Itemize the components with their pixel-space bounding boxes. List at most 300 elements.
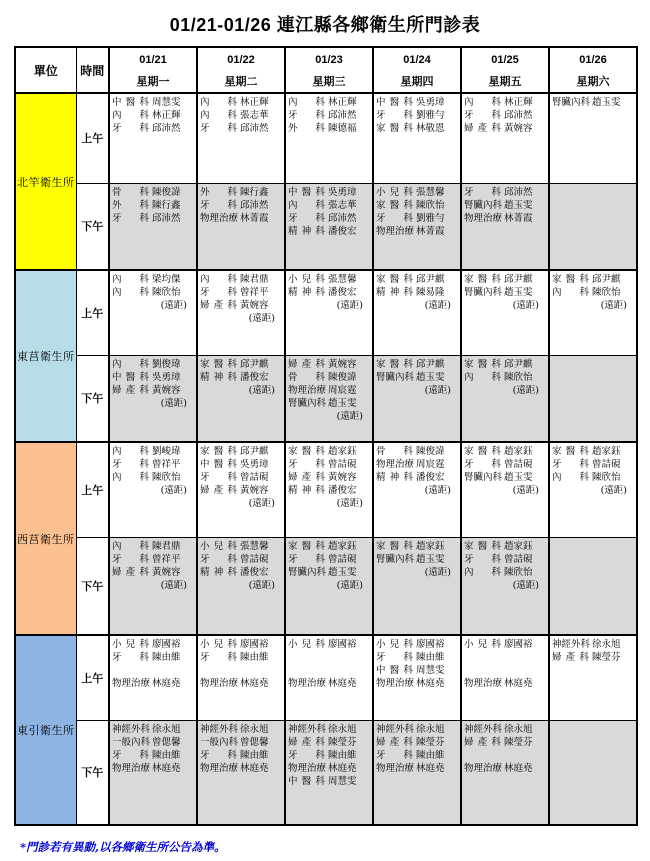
dept-label: 牙科 <box>200 123 237 134</box>
dept-label: 精神科 <box>288 485 325 496</box>
doctor-name: 陳行鑫 <box>240 186 269 198</box>
dept-label: 精神科 <box>200 371 237 383</box>
remote-label: (遠距) <box>248 579 275 591</box>
schedule-entry <box>376 677 459 690</box>
remote-label: (遠距) <box>336 300 363 311</box>
dept-label: 物理治療 <box>376 225 415 237</box>
remote-label: (遠距) <box>248 498 275 509</box>
doctor-name: 曾詰硯 <box>328 553 357 565</box>
schedule-entry <box>376 664 459 677</box>
schedule-entry <box>112 749 195 762</box>
remote-label: (遠距) <box>336 410 363 422</box>
schedule-entry <box>288 225 371 238</box>
schedule-entry <box>288 651 371 664</box>
schedule-entry <box>552 458 635 471</box>
doctor-name: 黃婉容 <box>504 123 533 134</box>
doctor-name: 曾詰硯 <box>592 459 621 470</box>
doctor-name: 陳君鼎 <box>152 540 181 552</box>
doctor-name: 陳欣怡 <box>152 472 181 483</box>
schedule-cell <box>373 355 461 442</box>
dept-label: 腎臟內科 <box>464 472 503 483</box>
schedule-entry <box>464 186 547 199</box>
dept-label: 家醫科 <box>376 540 413 552</box>
schedule-entry <box>464 445 547 458</box>
schedule-cell <box>373 720 461 825</box>
dept-label: 家醫科 <box>552 446 589 457</box>
doctor-name: 徐永旭 <box>504 723 533 735</box>
schedule-entry <box>200 749 283 762</box>
dept-label: 牙科 <box>112 749 149 761</box>
dept-label: 神經外科 <box>288 723 327 735</box>
dept-label: 家醫科 <box>288 446 325 457</box>
schedule-cell <box>461 93 549 183</box>
schedule-entry <box>200 358 283 371</box>
header-weekday: 星期二 <box>224 76 258 88</box>
schedule-body <box>15 93 637 825</box>
doctor-name: 邱沛然 <box>240 123 269 134</box>
dept-label: 內科 <box>464 97 501 108</box>
dept-label: 腎臟內科 <box>464 199 503 211</box>
schedule-entry <box>552 638 635 651</box>
dept-label: 內科 <box>552 472 589 483</box>
schedule-cell <box>285 720 373 825</box>
dept-label: 物理治療 <box>464 678 503 689</box>
schedule-entry <box>464 736 547 749</box>
doctor-name: 林正輝 <box>328 97 357 108</box>
doctor-name: 張志華 <box>240 110 269 121</box>
dept-label: 內科 <box>200 274 237 285</box>
remote-label: (遠距) <box>160 300 187 311</box>
schedule-cell <box>549 442 637 537</box>
schedule-entry <box>200 736 283 749</box>
schedule-entry <box>288 736 371 749</box>
header-weekday: 星期六 <box>576 76 610 88</box>
doctor-name: 林正輝 <box>152 110 181 121</box>
schedule-entry <box>464 286 547 299</box>
dept-label: 精神科 <box>376 472 413 483</box>
schedule-entry <box>112 677 195 690</box>
doctor-name: 黃婉容 <box>328 358 357 370</box>
header-weekday: 星期一 <box>136 76 170 88</box>
schedule-entry <box>200 723 283 736</box>
doctor-name: 趙家鈺 <box>416 540 445 552</box>
dept-label: 家醫科 <box>376 199 413 211</box>
dept-label: 牙科 <box>464 459 501 470</box>
schedule-entry <box>200 122 283 135</box>
schedule-entry <box>376 212 459 225</box>
dept-label: 腎臟內科 <box>376 553 415 565</box>
header-date: 01/25 <box>491 54 519 66</box>
schedule-entry <box>112 358 195 371</box>
doctor-name: 陳行鑫 <box>152 199 181 211</box>
dept-label: 內科 <box>552 287 589 298</box>
dept-label: 小兒科 <box>112 639 149 650</box>
schedule-cell <box>197 442 285 537</box>
doctor-name: 周宸霆 <box>416 459 445 470</box>
schedule-entry <box>376 445 459 458</box>
dept-label: 牙科 <box>200 749 237 761</box>
dept-label: 牙科 <box>200 553 237 565</box>
doctor-name: 曾詰硯 <box>240 553 269 565</box>
schedule-entry <box>376 458 459 471</box>
dept-label: 牙科 <box>200 199 237 211</box>
schedule-entry <box>288 273 371 286</box>
schedule-entry <box>464 651 547 664</box>
schedule-entry <box>112 638 195 651</box>
dept-label: 中醫科 <box>200 459 237 470</box>
schedule-entry <box>288 445 371 458</box>
doctor-name: 林庭堯 <box>152 678 181 689</box>
schedule-entry <box>376 186 459 199</box>
schedule-cell <box>285 635 373 720</box>
doctor-name: 林庭堯 <box>416 678 445 689</box>
doctor-name: 陳欣怡 <box>152 287 181 298</box>
schedule-entry <box>376 96 459 109</box>
doctor-name: 趙玉雯 <box>328 566 357 578</box>
doctor-name: 黃婉容 <box>240 485 269 496</box>
doctor-name: 黃婉容 <box>152 566 181 578</box>
doctor-name: 林庭堯 <box>328 762 357 774</box>
doctor-name: 邱沛然 <box>504 186 533 198</box>
schedule-entry <box>200 371 283 384</box>
doctor-name: 廖國裕 <box>240 639 269 650</box>
schedule-cell <box>109 270 197 355</box>
dept-label: 牙科 <box>112 652 149 663</box>
doctor-name: 邱沛然 <box>328 110 357 121</box>
schedule-entry <box>464 723 547 736</box>
schedule-cell <box>461 183 549 270</box>
schedule-entry <box>112 212 195 225</box>
doctor-name: 張慧馨 <box>328 274 357 285</box>
dept-label: 骨科 <box>112 186 149 198</box>
doctor-name: 林正輝 <box>240 97 269 108</box>
doctor-name: 周慧雯 <box>328 775 357 787</box>
header-day <box>197 47 285 93</box>
doctor-name: 廖國裕 <box>152 639 181 650</box>
dept-label: 腎臟內科 <box>288 397 327 409</box>
time-cell: 下午 <box>76 355 109 442</box>
dept-label: 牙科 <box>288 110 325 121</box>
schedule-entry <box>464 212 547 225</box>
doctor-name: 邱沛然 <box>504 110 533 121</box>
schedule-row <box>15 720 637 825</box>
dept-label: 精神科 <box>288 225 325 237</box>
schedule-entry <box>464 566 547 579</box>
doctor-name: 陳俊諱 <box>328 371 357 383</box>
doctor-name: 吳勇璋 <box>152 371 181 383</box>
schedule-page <box>0 11 650 855</box>
schedule-cell <box>461 635 549 720</box>
schedule-entry <box>376 225 459 238</box>
doctor-name: 劉俊瑋 <box>152 358 181 370</box>
doctor-name: 黃婉容 <box>240 300 269 311</box>
schedule-entry <box>288 458 371 471</box>
schedule-cell <box>461 270 549 355</box>
dept-label: 物理治療 <box>464 212 503 224</box>
schedule-entry <box>200 458 283 471</box>
schedule-row <box>15 270 637 355</box>
doctor-name: 邱尹麒 <box>416 274 445 285</box>
unit-cell: 東莒衛生所 <box>15 270 76 442</box>
schedule-row <box>15 537 637 635</box>
schedule-entry <box>288 371 371 384</box>
schedule-cell <box>197 270 285 355</box>
header-weekday: 星期三 <box>312 76 346 88</box>
schedule-cell <box>197 183 285 270</box>
schedule-entry <box>288 762 371 775</box>
doctor-name: 吳勇璋 <box>328 186 357 198</box>
dept-label: 家醫科 <box>464 358 501 370</box>
schedule-entry <box>112 736 195 749</box>
doctor-name: 邱沛然 <box>152 212 181 224</box>
dept-label: 牙科 <box>112 123 149 134</box>
dept-label: 家醫科 <box>200 446 237 457</box>
doctor-name: 陳欣怡 <box>592 472 621 483</box>
dept-label: 骨科 <box>376 446 413 457</box>
dept-label: 小兒科 <box>376 639 413 650</box>
doctor-name: 陳欣怡 <box>504 371 533 383</box>
schedule-cell <box>285 537 373 635</box>
schedule-entry <box>464 458 547 471</box>
schedule-entry <box>200 212 283 225</box>
doctor-name: 張慧馨 <box>416 186 445 198</box>
schedule-entry <box>200 109 283 122</box>
schedule-entry <box>288 122 371 135</box>
doctor-name: 趙玉雯 <box>504 199 533 211</box>
schedule-entry <box>288 775 371 788</box>
schedule-entry <box>288 749 371 762</box>
dept-label: 物理治療 <box>288 384 327 396</box>
schedule-entry <box>376 749 459 762</box>
dept-label: 神經外科 <box>200 723 239 735</box>
schedule-entry <box>288 286 371 299</box>
doctor-name: 林正輝 <box>504 97 533 108</box>
remote-label: (遠距) <box>424 300 451 311</box>
dept-label: 牙科 <box>112 553 149 565</box>
doctor-name: 曾詰硯 <box>504 553 533 565</box>
schedule-entry <box>112 566 195 579</box>
remote-label: (遠距) <box>424 384 451 396</box>
dept-label: 內科 <box>112 446 149 457</box>
remote-label: (遠距) <box>600 300 627 311</box>
doctor-name: 潘俊宏 <box>240 566 269 578</box>
schedule-entry <box>112 122 195 135</box>
doctor-name: 劉雅勻 <box>416 110 445 121</box>
schedule-entry <box>464 762 547 775</box>
schedule-entry <box>464 540 547 553</box>
doctor-name: 陳欣怡 <box>504 566 533 578</box>
remote-label: (遠距) <box>512 300 539 311</box>
schedule-entry <box>376 651 459 664</box>
dept-label: 婦產科 <box>464 123 501 134</box>
footnote: *門診若有異動,以各鄉衛生所公告為準。 <box>20 840 226 854</box>
remote-label: (遠距) <box>512 579 539 591</box>
dept-label: 婦產科 <box>288 736 325 748</box>
doctor-name: 趙家鈺 <box>328 446 357 457</box>
page-title: 01/21-01/26 連江縣各鄉衛生所門診表 <box>169 15 481 35</box>
schedule-entry <box>376 286 459 299</box>
dept-label: 內科 <box>288 199 325 211</box>
schedule-cell <box>109 537 197 635</box>
dept-label: 一般內科 <box>200 736 239 748</box>
header-day <box>549 47 637 93</box>
dept-label: 家醫科 <box>464 540 501 552</box>
schedule-entry <box>376 553 459 566</box>
doctor-name: 陳德福 <box>328 123 357 134</box>
schedule-cell <box>197 93 285 183</box>
schedule-cell <box>549 537 637 635</box>
schedule-entry <box>552 286 635 299</box>
doctor-name: 陳瑩芬 <box>416 736 445 748</box>
remote-label: (遠距) <box>336 498 363 509</box>
time-cell: 下午 <box>76 720 109 825</box>
schedule-entry <box>112 96 195 109</box>
dept-label: 牙科 <box>288 212 325 224</box>
dept-label: 牙科 <box>376 110 413 121</box>
remote-label: (遠距) <box>512 384 539 396</box>
schedule-cell <box>373 442 461 537</box>
doctor-name: 趙家鈺 <box>504 446 533 457</box>
doctor-name: 陳俊諱 <box>416 446 445 457</box>
schedule-entry <box>288 186 371 199</box>
schedule-cell <box>373 183 461 270</box>
schedule-entry <box>200 186 283 199</box>
remote-label: (遠距) <box>512 485 539 496</box>
doctor-name: 林敬恩 <box>416 123 445 134</box>
header-weekday: 星期四 <box>400 76 434 88</box>
dept-label: 腎臟內科 <box>288 566 327 578</box>
dept-label: 中醫科 <box>376 665 413 676</box>
dept-label: 內科 <box>112 274 149 285</box>
dept-label: 牙科 <box>376 212 413 224</box>
remote-label: (遠距) <box>424 485 451 496</box>
doctor-name: 曾祥平 <box>152 459 181 470</box>
header-date: 01/24 <box>403 54 431 66</box>
schedule-cell <box>285 270 373 355</box>
doctor-name: 吳勇璋 <box>240 459 269 470</box>
doctor-name: 曾偲馨 <box>240 736 269 748</box>
schedule-entry <box>288 109 371 122</box>
dept-label: 內科 <box>112 472 149 483</box>
doctor-name: 陳欣怡 <box>592 287 621 298</box>
schedule-cell <box>461 537 549 635</box>
dept-label: 精神科 <box>200 566 237 578</box>
schedule-entry <box>288 566 371 579</box>
schedule-entry <box>200 199 283 212</box>
doctor-name: 張志華 <box>328 199 357 211</box>
schedule-entry <box>464 199 547 212</box>
dept-label: 家醫科 <box>376 123 413 134</box>
dept-label: 家醫科 <box>464 274 501 285</box>
schedule-entry <box>376 199 459 212</box>
schedule-entry <box>112 186 195 199</box>
dept-label: 牙科 <box>464 186 501 198</box>
doctor-name: 林菁霞 <box>240 212 269 224</box>
doctor-name: 潘俊宏 <box>328 485 357 496</box>
schedule-entry <box>112 371 195 384</box>
schedule-entry <box>200 677 283 690</box>
dept-label: 牙科 <box>552 459 589 470</box>
dept-label: 物理治療 <box>200 678 239 689</box>
schedule-entry <box>376 540 459 553</box>
doctor-name: 陳君鼎 <box>240 274 269 285</box>
schedule-row <box>15 93 637 183</box>
dept-label: 牙科 <box>288 459 325 470</box>
schedule-entry <box>552 471 635 484</box>
doctor-name: 劉峻瑋 <box>152 446 181 457</box>
doctor-name: 陳瑩芬 <box>504 736 533 748</box>
schedule-entry <box>464 664 547 677</box>
schedule-entry <box>552 273 635 286</box>
schedule-entry <box>200 484 283 497</box>
doctor-name: 陳由維 <box>328 749 357 761</box>
dept-label: 牙科 <box>200 472 237 483</box>
schedule-entry <box>112 109 195 122</box>
schedule-cell <box>549 635 637 720</box>
time-cell: 上午 <box>76 270 109 355</box>
doctor-name: 林庭堯 <box>504 678 533 689</box>
dept-label: 腎臟內科 <box>552 97 591 108</box>
schedule-entry <box>376 471 459 484</box>
schedule-cell <box>109 720 197 825</box>
doctor-name: 陳由維 <box>416 749 445 761</box>
dept-label: 牙科 <box>376 749 413 761</box>
schedule-entry <box>464 96 547 109</box>
doctor-name: 邱沛然 <box>240 199 269 211</box>
schedule-entry <box>112 651 195 664</box>
doctor-name: 趙玉雯 <box>416 371 445 383</box>
doctor-name: 邱沛然 <box>152 123 181 134</box>
dept-label: 牙科 <box>200 652 237 663</box>
doctor-name: 曾祥平 <box>152 553 181 565</box>
header-day <box>461 47 549 93</box>
dept-label: 家醫科 <box>200 358 237 370</box>
doctor-name: 潘俊宏 <box>240 371 269 383</box>
doctor-name: 曾詰硯 <box>504 459 533 470</box>
doctor-name: 林庭堯 <box>504 762 533 774</box>
schedule-row <box>15 442 637 537</box>
schedule-entry <box>200 286 283 299</box>
schedule-entry <box>376 762 459 775</box>
doctor-name: 趙玉雯 <box>504 287 533 298</box>
schedule-entry <box>288 384 371 397</box>
schedule-entry <box>376 638 459 651</box>
remote-label: (遠距) <box>248 313 275 324</box>
dept-label: 外科 <box>112 199 149 211</box>
schedule-entry <box>288 484 371 497</box>
dept-label: 內科 <box>112 358 149 370</box>
doctor-name: 趙家鈺 <box>592 446 621 457</box>
doctor-name: 黃婉容 <box>152 384 181 396</box>
schedule-entry <box>112 458 195 471</box>
schedule-entry <box>112 762 195 775</box>
schedule-entry <box>288 358 371 371</box>
doctor-name: 周宸霆 <box>328 384 357 396</box>
dept-label: 神經外科 <box>376 723 415 735</box>
dept-label: 外科 <box>200 186 237 198</box>
schedule-entry <box>288 638 371 651</box>
schedule-cell <box>549 355 637 442</box>
dept-label: 婦產科 <box>200 485 237 496</box>
clinic-schedule-table <box>14 46 638 826</box>
dept-label: 小兒科 <box>464 639 501 650</box>
dept-label: 中醫科 <box>112 97 149 108</box>
dept-label: 精神科 <box>376 287 413 298</box>
dept-label: 骨科 <box>288 371 325 383</box>
schedule-cell <box>109 635 197 720</box>
doctor-name: 徐永旭 <box>416 723 445 735</box>
schedule-entry <box>112 723 195 736</box>
